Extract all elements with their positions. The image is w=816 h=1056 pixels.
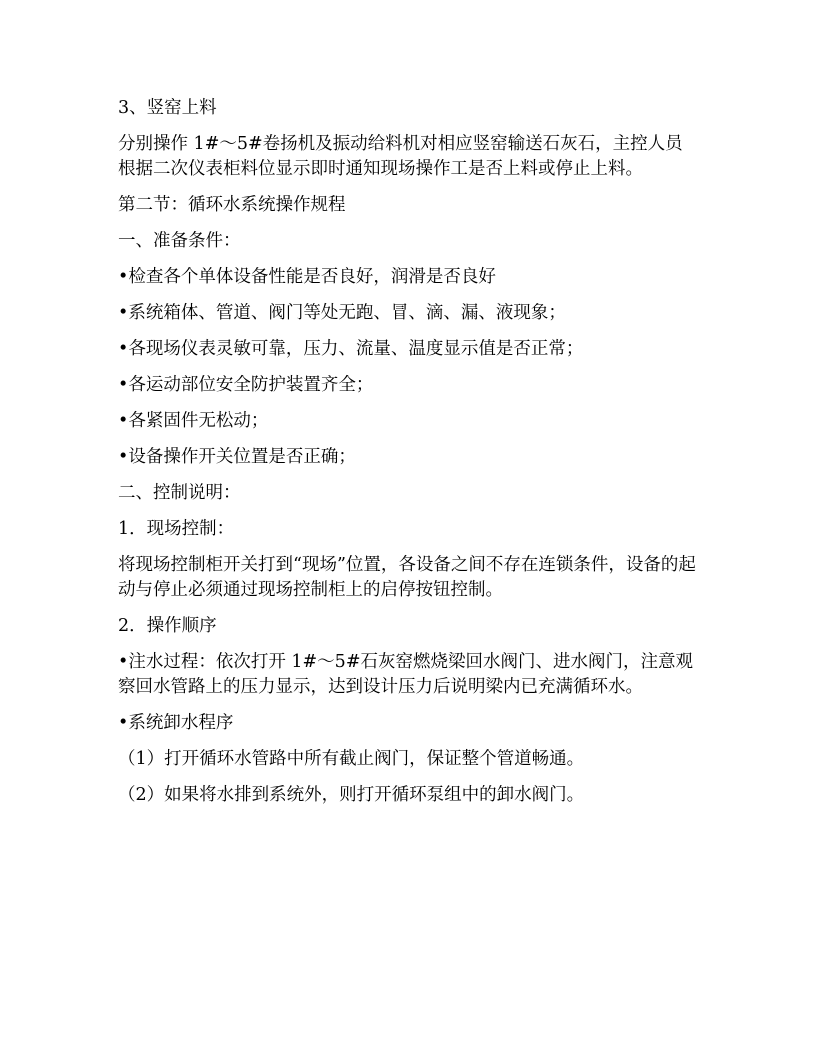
step-item: （2）如果将水排到系统外，则打开循环泵组中的卸水阀门。 — [118, 785, 585, 805]
paragraph-feeding-operation: 分别操作 1#～5#卷扬机及振动给料机对相应竖窑输送石灰石，主控人员根据二次仪表柜料位显示即时通知现场操作工是否上料或停止上料。 — [118, 134, 683, 179]
section-heading-shaft-kiln-feeding: 3、竖窑上料 — [118, 98, 217, 118]
bullet-item-drain-procedure: •系统卸水程序 — [118, 713, 234, 733]
subheading-operation-sequence: 2．操作顺序 — [118, 616, 217, 636]
subheading-local-control: 1．现场控制： — [118, 519, 235, 539]
bullet-item: •各运动部位安全防护装置齐全； — [118, 375, 374, 395]
document-body — [118, 96, 698, 819]
subheading-control-description: 二、控制说明： — [118, 483, 241, 503]
section-heading-circulating-water: 第二节：循环水系统操作规程 — [118, 195, 346, 215]
paragraph-local-control: 将现场控制柜开关打到“现场”位置，各设备之间不存在连锁条件，设备的起动与停止必须通过现场控制柜上的启停按钮控制。 — [118, 555, 696, 600]
bullet-item: •各现场仪表灵敏可靠，压力、流量、温度显示值是否正常； — [118, 339, 584, 359]
subheading-preparation-conditions: 一、准备条件： — [118, 231, 241, 251]
bullet-item: •设备操作开关位置是否正确； — [118, 447, 356, 467]
bullet-item-water-filling: •注水过程：依次打开 1#～5#石灰窑燃烧梁回水阀门、进水阀门，注意观察回水管路上的压力显示，达到设计压力后说明梁内已充满循环水。 — [118, 652, 693, 697]
bullet-item: •系统箱体、管道、阀门等处无跑、冒、滴、漏、液现象； — [118, 303, 566, 323]
step-item: （1）打开循环水管路中所有截止阀门，保证整个管道畅通。 — [118, 749, 585, 769]
bullet-item: •检查各个单体设备性能是否良好，润滑是否良好 — [118, 267, 496, 287]
bullet-item: •各紧固件无松动； — [118, 411, 269, 431]
